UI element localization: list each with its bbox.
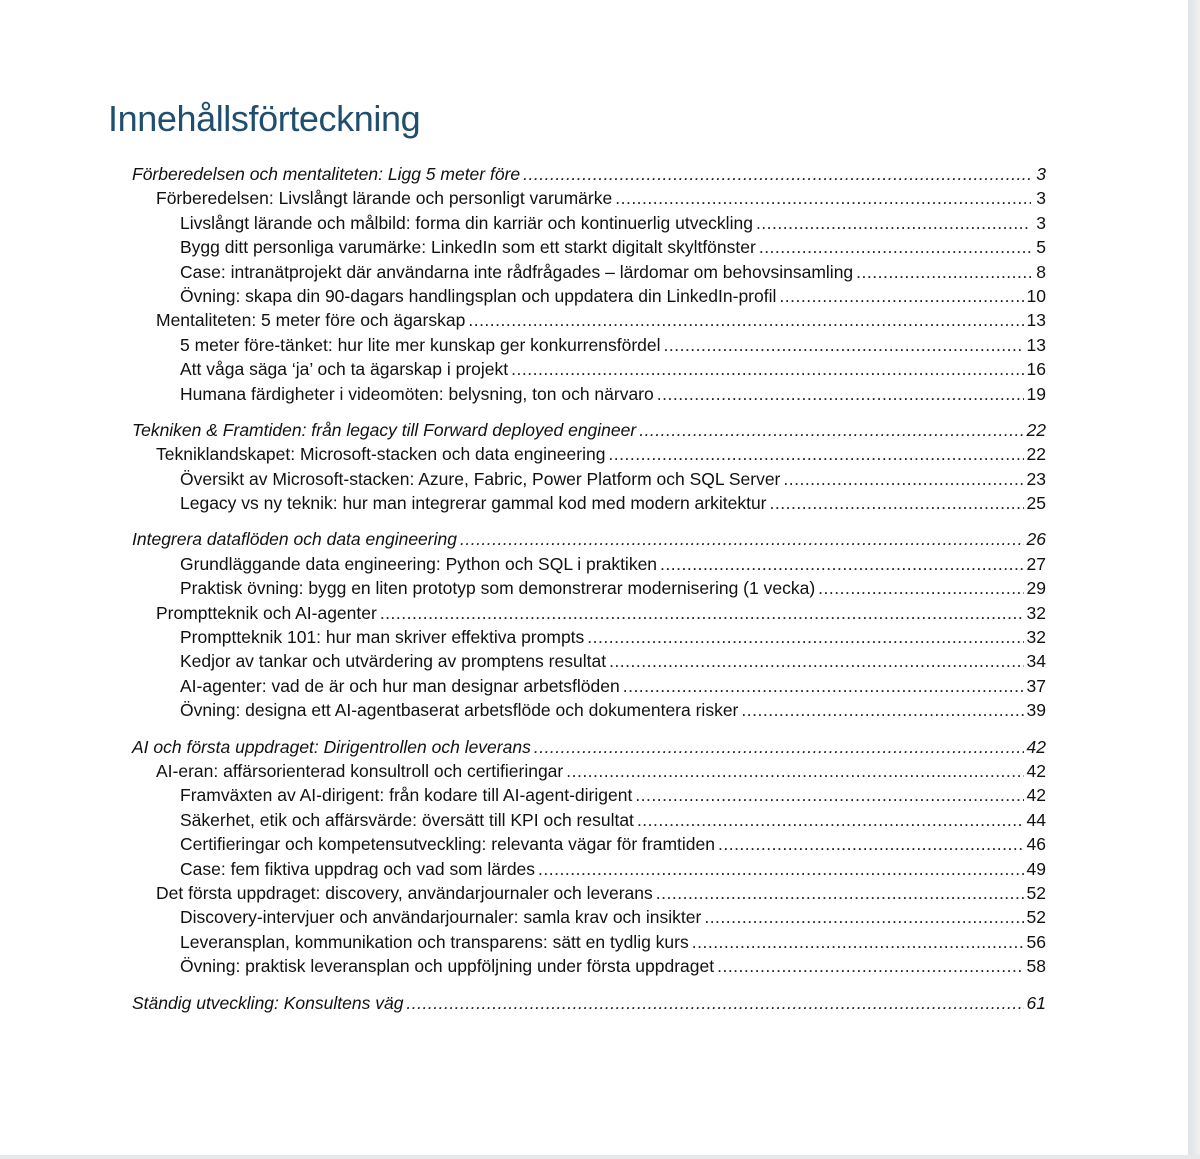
dot-leader [756,211,1031,235]
toc-entry-text: Promptteknik och AI-agenter [156,602,377,623]
toc-entry-level-2[interactable] [132,442,1046,466]
toc-entry-page-number: 19 [1026,383,1046,404]
toc-entry-text: Integrera dataflöden och data engineering [132,529,457,550]
toc-entry-level-3[interactable] [132,235,1046,259]
dot-leader [783,467,1023,491]
dot-leader [664,333,1024,357]
toc-entry-page-number: 52 [1026,907,1046,928]
dot-leader [615,186,1031,210]
toc-entry-level-3[interactable] [132,905,1046,929]
toc-entry-level-3[interactable] [132,674,1046,698]
toc-entry-page-number: 3 [1036,212,1046,233]
dot-leader [660,552,1023,576]
table-of-contents [132,162,1046,1015]
toc-entry-page-number: 56 [1026,931,1046,952]
toc-entry-level-3[interactable] [132,467,1046,491]
toc-entry-text: Förberedelsen och mentaliteten: Ligg 5 meter före [132,164,521,184]
toc-entry-level-3[interactable] [132,552,1046,576]
toc-entry-level-2[interactable] [132,601,1046,625]
dot-leader [770,491,1024,515]
toc-entry-text: Att våga säga ‘ja’ och ta ägarskap i projekt [180,359,509,380]
toc-entry-text: Framväxten av AI-dirigent: från kodare till AI-agent-dirigent [180,785,633,806]
toc-entry-level-3[interactable] [132,857,1046,881]
toc-entry-page-number: 37 [1026,675,1046,696]
dot-leader [460,527,1024,551]
toc-entry-page-number: 61 [1026,992,1046,1013]
toc-entry-page-number: 3 [1036,188,1046,209]
toc-entry-page-number: 13 [1026,334,1046,355]
toc-entry-text: Bygg ditt personliga varumärke: LinkedIn som ett starkt digitalt skyltfönster [180,237,756,258]
toc-entry-text: Legacy vs ny teknik: hur man integrerar gammal kod med modern arkitektur [180,493,767,514]
toc-entry-text: Det första uppdraget: discovery, användarjournaler och leverans [156,882,653,903]
dot-leader [609,649,1023,673]
toc-entry-page-number: 34 [1026,651,1046,672]
toc-entry-level-1[interactable] [132,418,1046,442]
toc-entry-level-3[interactable] [132,211,1046,235]
toc-entry-text: Mentaliteten: 5 meter före och ägarskap [156,310,466,331]
toc-entry-text: Kedjor av tankar och utvärdering av promptens resultat [180,651,607,672]
toc-entry-text: AI-agenter: vad de är och hur man designar arbetsflöden [180,675,620,696]
toc-entry-level-1[interactable] [132,162,1046,186]
toc-entry-page-number: 13 [1026,310,1046,331]
toc-entry-level-3[interactable] [132,284,1046,308]
toc-entry-page-number: 16 [1026,359,1046,380]
toc-entry-level-3[interactable] [132,783,1046,807]
toc-entry-page-number: 8 [1036,261,1046,282]
dot-leader [717,954,1023,978]
toc-entry-level-3[interactable] [132,954,1046,978]
toc-entry-text: Case: intranätprojekt där användarna inte rådfrågades – lärdomar om behovsinsamling [180,261,854,282]
toc-entry-page-number: 49 [1026,858,1046,879]
toc-entry-text: AI-eran: affärsorienterad konsultroll och certifieringar [156,760,564,781]
toc-entry-level-3[interactable] [132,625,1046,649]
dot-leader [639,418,1023,442]
toc-entry-level-3[interactable] [132,333,1046,357]
dot-leader [566,759,1023,783]
toc-entry-page-number: 39 [1026,700,1046,721]
toc-entry-page-number: 32 [1026,602,1046,623]
toc-entry-text: Övning: designa ett AI-agentbaserat arbetsflöde och dokumentera risker [180,700,739,721]
dot-leader [759,235,1031,259]
toc-entry-level-3[interactable] [132,260,1046,284]
toc-entry-text: Livslångt lärande och målbild: forma din karriär och kontinuerlig utveckling [180,212,753,233]
toc-entry-level-3[interactable] [132,576,1046,600]
toc-entry-page-number: 44 [1026,809,1046,830]
toc-entry-page-number: 58 [1026,956,1046,977]
toc-entry-page-number: 22 [1026,419,1046,440]
toc-entry-text: Tekniken & Framtiden: från legacy till Forward deployed engineer [132,419,637,440]
dot-leader [587,625,1023,649]
toc-entry-level-3[interactable] [132,649,1046,673]
dot-leader [635,783,1023,807]
toc-entry-text: Leveransplan, kommunikation och transparens: sätt en tydlig kurs [180,931,689,952]
toc-entry-page-number: 46 [1026,834,1046,855]
toc-entry-level-3[interactable] [132,808,1046,832]
dot-leader [534,735,1024,759]
dot-leader [692,930,1024,954]
toc-entry-text: Övning: praktisk leveransplan och uppföljning under första uppdraget [180,956,715,977]
dot-leader [718,832,1024,856]
toc-entry-level-3[interactable] [132,698,1046,722]
toc-entry-text: Praktisk övning: bygg en liten prototyp som demonstrerar modernisering (1 vecka) [180,578,816,599]
dot-leader [523,162,1031,186]
dot-leader [856,260,1031,284]
toc-entry-level-3[interactable] [132,832,1046,856]
toc-entry-level-2[interactable] [132,759,1046,783]
toc-entry-page-number: 52 [1026,882,1046,903]
toc-entry-level-3[interactable] [132,491,1046,515]
dot-leader [468,308,1023,332]
toc-entry-page-number: 3 [1036,164,1046,184]
dot-leader [623,674,1024,698]
dot-leader [608,442,1023,466]
toc-entry-text: Discovery-intervjuer och användarjournaler: samla krav och insikter [180,907,702,928]
toc-entry-level-3[interactable] [132,930,1046,954]
toc-entry-text: Översikt av Microsoft-stacken: Azure, Fabric, Power Platform och SQL Server [180,468,781,489]
page-title: Innehållsförteckning [108,98,421,139]
dot-leader [656,881,1024,905]
toc-entry-page-number: 26 [1026,529,1046,550]
toc-entry-text: AI och första uppdraget: Dirigentrollen och leverans [132,736,531,757]
toc-entry-text: Promptteknik 101: hur man skriver effektiva prompts [180,627,585,648]
toc-entry-level-1[interactable] [132,991,1046,1015]
toc-entry-text: Ständig utveckling: Konsultens väg [132,992,404,1013]
dot-leader [741,698,1023,722]
dot-leader [380,601,1024,625]
toc-entry-text: Case: fem fiktiva uppdrag och vad som lärdes [180,858,536,879]
dot-leader [704,905,1023,929]
page-edge-right [1188,0,1200,1159]
dot-leader [538,857,1023,881]
toc-entry-page-number: 42 [1026,760,1046,781]
toc-entry-page-number: 25 [1026,493,1046,514]
toc-entry-text: Humana färdigheter i videomöten: belysning, ton och närvaro [180,383,654,404]
dot-leader [818,576,1023,600]
dot-leader [406,991,1023,1015]
dot-leader [637,808,1024,832]
toc-entry-text: 5 meter före-tänket: hur lite mer kunskap ger konkurrensfördel [180,334,661,355]
toc-entry-page-number: 27 [1026,553,1046,574]
dot-leader [657,382,1024,406]
toc-entry-level-2[interactable] [132,308,1046,332]
toc-entry-page-number: 32 [1026,627,1046,648]
toc-entry-page-number: 22 [1026,444,1046,465]
toc-entry-text: Grundläggande data engineering: Python och SQL i praktiken [180,553,658,574]
toc-entry-page-number: 42 [1026,736,1046,757]
toc-entry-text: Övning: skapa din 90-dagars handlingsplan och uppdatera din LinkedIn-profil [180,285,777,306]
toc-entry-level-2[interactable] [132,186,1046,210]
toc-entry-text: Förberedelsen: Livslångt lärande och personligt varumärke [156,188,613,209]
toc-entry-text: Säkerhet, etik och affärsvärde: översätt till KPI och resultat [180,809,634,830]
toc-entry-level-1[interactable] [132,527,1046,551]
dot-leader [511,357,1023,381]
toc-entry-level-2[interactable] [132,881,1046,905]
toc-entry-page-number: 42 [1026,785,1046,806]
dot-leader [779,284,1023,308]
toc-entry-text: Certifieringar och kompetensutveckling: relevanta vägar för framtiden [180,834,715,855]
toc-entry-level-1[interactable] [132,735,1046,759]
toc-entry-page-number: 5 [1036,237,1046,258]
toc-entry-level-3[interactable] [132,382,1046,406]
page-edge-bottom [0,1155,1200,1159]
toc-entry-text: Tekniklandskapet: Microsoft-stacken och data engineering [156,444,606,465]
toc-entry-page-number: 23 [1026,468,1046,489]
toc-entry-page-number: 29 [1026,578,1046,599]
toc-entry-page-number: 10 [1026,285,1046,306]
toc-entry-level-3[interactable] [132,357,1046,381]
